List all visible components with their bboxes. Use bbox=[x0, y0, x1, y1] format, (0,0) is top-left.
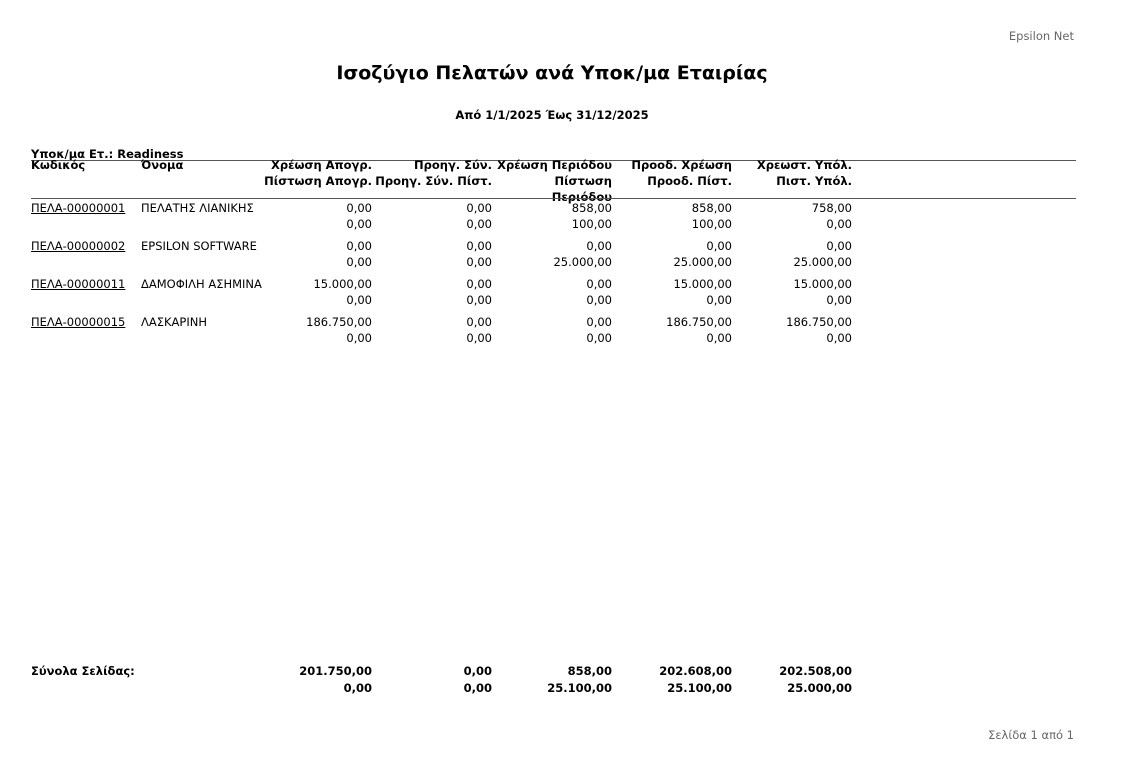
totals-label: Σύνολα Σελίδας: bbox=[31, 664, 135, 678]
header-col4 bbox=[612, 157, 732, 189]
value-cell: 0,00 bbox=[586, 277, 612, 291]
customer-name: ΠΕΛΑΤΗΣ ΛΙΑΝΙΚΗΣ bbox=[141, 201, 254, 215]
total-cell: 202.508,00 bbox=[779, 664, 852, 678]
value-cell: 0,00 bbox=[466, 277, 492, 291]
header-bottom-rule bbox=[31, 198, 1076, 199]
value-cell: 0,00 bbox=[466, 217, 492, 231]
header-col3-debit: Χρέωση Περιόδου bbox=[497, 158, 612, 172]
header-col4-debit: Προοδ. Χρέωση bbox=[631, 158, 732, 172]
group-label: Υποκ/μα Ετ.: Readiness bbox=[31, 147, 184, 161]
header-col5-debit: Χρεωστ. Υπόλ. bbox=[756, 158, 852, 172]
value-cell: 25.000,00 bbox=[553, 255, 612, 269]
total-cell: 201.750,00 bbox=[299, 664, 372, 678]
total-cell: 25.000,00 bbox=[787, 681, 852, 695]
value-cell: 0,00 bbox=[346, 239, 372, 253]
value-cell: 0,00 bbox=[826, 239, 852, 253]
value-cell: 0,00 bbox=[466, 331, 492, 345]
total-cell: 858,00 bbox=[567, 664, 612, 678]
value-cell: 0,00 bbox=[466, 239, 492, 253]
header-code: Κωδικός bbox=[31, 158, 86, 172]
header-col2-credit: Προηγ. Σύν. Πίστ. bbox=[375, 174, 492, 188]
value-cell: 858,00 bbox=[571, 201, 612, 215]
page-number: Σελίδα 1 από 1 bbox=[988, 728, 1074, 742]
customer-code-link[interactable]: ΠΕΛΑ-00000015 bbox=[31, 315, 126, 329]
page-totals bbox=[0, 663, 1128, 697]
header-col2 bbox=[372, 157, 492, 189]
header-col5 bbox=[732, 157, 852, 189]
brand-label: Epsilon Net bbox=[1008, 29, 1074, 43]
header-col1-credit: Πίστωση Απογρ. bbox=[264, 174, 372, 188]
value-cell: 0,00 bbox=[826, 293, 852, 307]
table-row bbox=[0, 200, 1128, 234]
value-cell: 186.750,00 bbox=[666, 315, 732, 329]
customer-code-link[interactable]: ΠΕΛΑ-00000011 bbox=[31, 277, 126, 291]
value-cell: 0,00 bbox=[346, 293, 372, 307]
value-cell: 858,00 bbox=[691, 201, 732, 215]
customer-name: EPSILON SOFTWARE bbox=[141, 239, 257, 253]
value-cell: 0,00 bbox=[586, 239, 612, 253]
table-row bbox=[0, 276, 1128, 310]
total-cell: 202.608,00 bbox=[659, 664, 732, 678]
value-cell: 25.000,00 bbox=[673, 255, 732, 269]
value-cell: 0,00 bbox=[346, 201, 372, 215]
value-cell: 15.000,00 bbox=[673, 277, 732, 291]
report-title: Ισοζύγιο Πελατών ανά Υποκ/μα Εταιρίας bbox=[336, 62, 768, 84]
value-cell: 0,00 bbox=[706, 293, 732, 307]
value-cell: 0,00 bbox=[706, 331, 732, 345]
value-cell: 0,00 bbox=[826, 331, 852, 345]
header-name: Όνομα bbox=[141, 158, 184, 172]
header-col4-credit: Προοδ. Πίστ. bbox=[647, 174, 732, 188]
value-cell: 0,00 bbox=[466, 201, 492, 215]
value-cell: 0,00 bbox=[706, 239, 732, 253]
value-cell: 100,00 bbox=[691, 217, 732, 231]
value-cell: 0,00 bbox=[466, 315, 492, 329]
value-cell: 758,00 bbox=[811, 201, 852, 215]
total-cell: 25.100,00 bbox=[547, 681, 612, 695]
value-cell: 0,00 bbox=[466, 293, 492, 307]
customer-code-link[interactable]: ΠΕΛΑ-00000001 bbox=[31, 201, 126, 215]
table-row bbox=[0, 238, 1128, 272]
customer-name: ΔΑΜΟΦΙΛΗ ΑΣΗΜΙΝΑ bbox=[141, 277, 262, 291]
value-cell: 0,00 bbox=[346, 255, 372, 269]
total-cell: 0,00 bbox=[463, 664, 492, 678]
value-cell: 15.000,00 bbox=[793, 277, 852, 291]
value-cell: 0,00 bbox=[586, 293, 612, 307]
total-cell: 0,00 bbox=[343, 681, 372, 695]
value-cell: 0,00 bbox=[346, 331, 372, 345]
value-cell: 0,00 bbox=[346, 217, 372, 231]
total-cell: 0,00 bbox=[463, 681, 492, 695]
value-cell: 186.750,00 bbox=[306, 315, 372, 329]
value-cell: 0,00 bbox=[466, 255, 492, 269]
value-cell: 25.000,00 bbox=[793, 255, 852, 269]
value-cell: 186.750,00 bbox=[786, 315, 852, 329]
customer-name: ΛΑΣΚΑΡΙΝΗ bbox=[141, 315, 207, 329]
value-cell: 0,00 bbox=[586, 315, 612, 329]
value-cell: 0,00 bbox=[586, 331, 612, 345]
value-cell: 0,00 bbox=[826, 217, 852, 231]
report-period: Από 1/1/2025 Έως 31/12/2025 bbox=[455, 108, 649, 122]
customer-code-link[interactable]: ΠΕΛΑ-00000002 bbox=[31, 239, 126, 253]
total-cell: 25.100,00 bbox=[667, 681, 732, 695]
header-col5-credit: Πιστ. Υπόλ. bbox=[776, 174, 852, 188]
value-cell: 100,00 bbox=[571, 217, 612, 231]
header-col2-debit: Προηγ. Σύν. bbox=[414, 158, 492, 172]
header-col1 bbox=[252, 157, 372, 189]
table-row bbox=[0, 314, 1128, 348]
header-col3-credit: Πίστωση Περιόδου bbox=[551, 174, 612, 204]
value-cell: 15.000,00 bbox=[313, 277, 372, 291]
header-col1-debit: Χρέωση Απογρ. bbox=[271, 158, 372, 172]
